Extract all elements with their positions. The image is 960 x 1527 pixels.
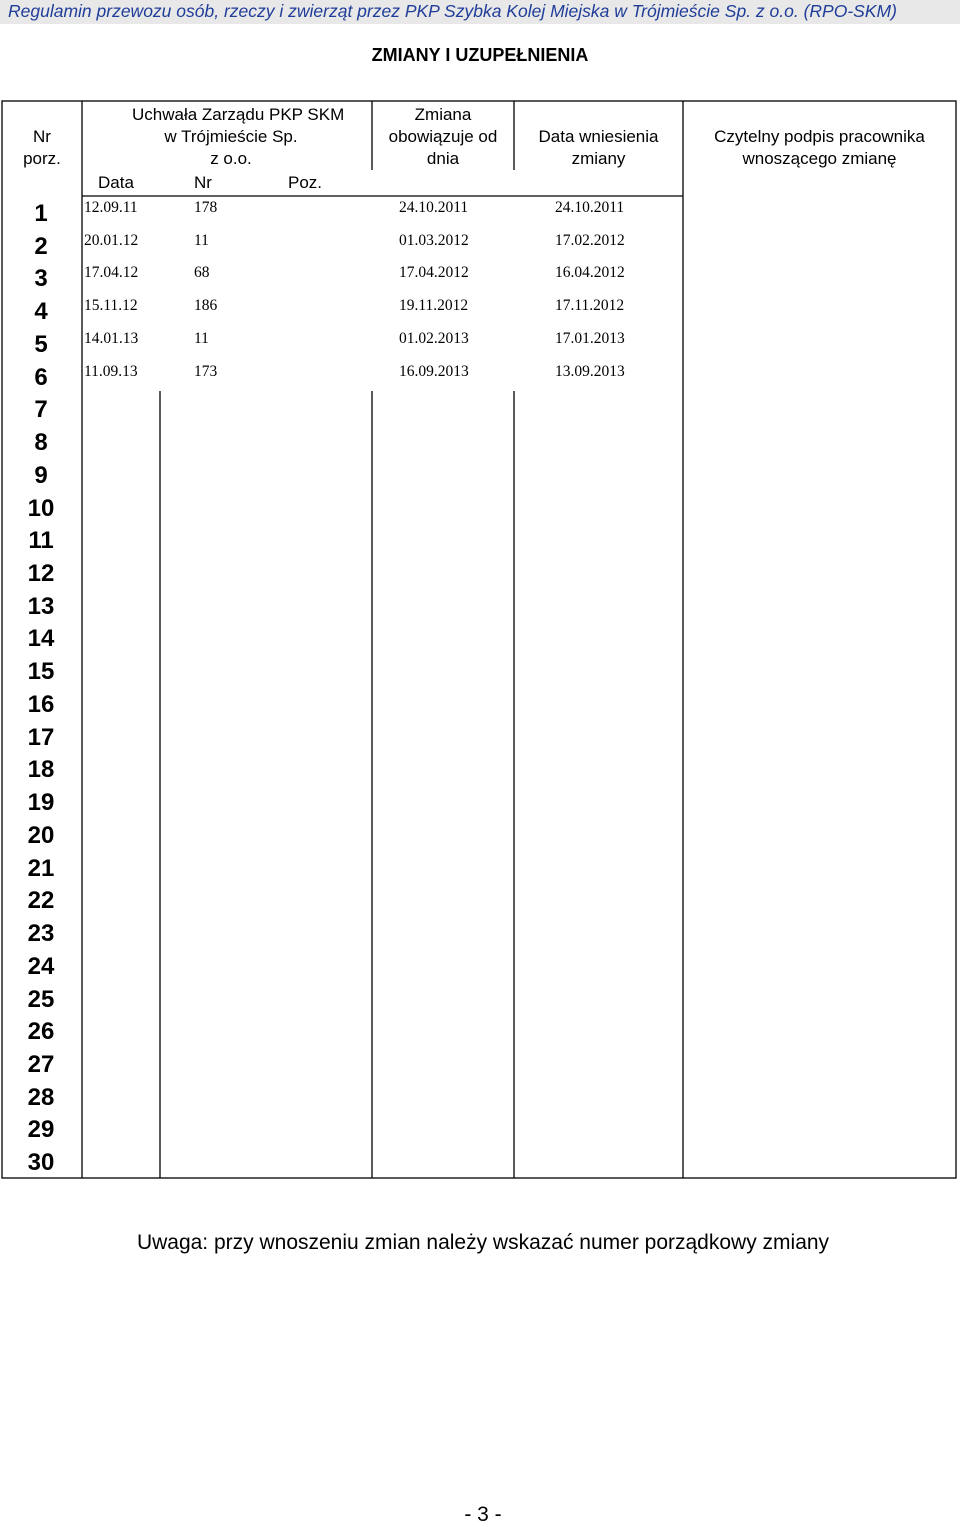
row-number: 4 bbox=[34, 298, 48, 326]
row-number: 14 bbox=[27, 625, 55, 653]
note-text: Uwaga: przy wnoszeniu zmian należy wskazać numer porządkowy zmiany bbox=[136, 1231, 830, 1254]
row-uchwala-date: 17.04.12 bbox=[84, 264, 139, 282]
row-number: 25 bbox=[27, 985, 55, 1013]
col-header-data-wniesienia-line-1: Data wniesienia bbox=[538, 127, 659, 146]
row-number: 1 bbox=[34, 200, 48, 227]
subheader-nr: Nr bbox=[194, 173, 212, 192]
row-number: 9 bbox=[34, 461, 48, 489]
col-header-nr-line-2: porz. bbox=[23, 149, 61, 168]
row-uchwala-nr: 11 bbox=[194, 231, 209, 249]
row-submission-date: 13.09.2013 bbox=[555, 362, 625, 380]
row-effective-date: 01.02.2013 bbox=[399, 329, 469, 347]
row-uchwala-nr: 11 bbox=[194, 329, 209, 347]
col-header-uchwala bbox=[132, 104, 345, 170]
row-number: 15 bbox=[27, 658, 55, 686]
subheader-data: Data bbox=[98, 173, 134, 192]
row-number: 7 bbox=[34, 396, 48, 424]
row-uchwala-date: 12.09.11 bbox=[84, 199, 138, 216]
row-uchwala-nr: 173 bbox=[194, 362, 218, 380]
row-number: 23 bbox=[27, 920, 55, 948]
row-number: 6 bbox=[34, 363, 48, 391]
row-effective-date: 16.09.2013 bbox=[399, 362, 469, 380]
row-uchwala-date: 15.11.12 bbox=[84, 297, 138, 315]
row-number: 12 bbox=[27, 560, 55, 588]
col-header-zmiana-line-2: obowiązuje od bbox=[388, 127, 498, 146]
subheader-poz: Poz. bbox=[288, 173, 323, 192]
row-number: 8 bbox=[34, 429, 48, 457]
row-uchwala-nr: 178 bbox=[194, 199, 218, 216]
row-number: 18 bbox=[27, 756, 55, 784]
page-title: ZMIANY I UZUPEŁNIENIA bbox=[371, 45, 589, 65]
row-submission-date: 16.04.2012 bbox=[555, 264, 625, 282]
row-number: 30 bbox=[27, 1149, 55, 1177]
row-submission-date: 17.01.2013 bbox=[555, 329, 625, 347]
col-header-podpis-line-2: wnoszącego zmianę bbox=[742, 149, 897, 168]
row-number: 28 bbox=[27, 1083, 55, 1111]
col-header-uchwala-line-3: z o.o. bbox=[210, 149, 252, 168]
row-number: 13 bbox=[27, 592, 55, 620]
col-header-data-wniesienia-line-2: zmiany bbox=[571, 149, 626, 168]
col-header-podpis bbox=[683, 126, 956, 170]
row-number: 5 bbox=[34, 330, 48, 358]
row-effective-date: 17.04.2012 bbox=[399, 264, 469, 282]
row-effective-date: 19.11.2012 bbox=[399, 297, 469, 315]
row-number: 24 bbox=[27, 952, 55, 980]
row-submission-date: 24.10.2011 bbox=[555, 199, 625, 216]
row-uchwala-date: 11.09.13 bbox=[84, 362, 138, 380]
row-number: 16 bbox=[27, 690, 55, 718]
row-number: 29 bbox=[27, 1116, 55, 1144]
row-uchwala-nr: 68 bbox=[194, 264, 210, 282]
row-number: 11 bbox=[28, 527, 54, 555]
row-number: 19 bbox=[27, 789, 55, 817]
row-effective-date: 01.03.2012 bbox=[399, 231, 469, 249]
col-header-podpis-line-1: Czytelny podpis pracownika bbox=[714, 127, 925, 146]
row-number: 27 bbox=[27, 1050, 55, 1078]
row-uchwala-date: 20.01.12 bbox=[84, 231, 139, 249]
row-number: 10 bbox=[27, 494, 55, 522]
col-header-uchwala-line-2: w Trójmieście Sp. bbox=[164, 127, 298, 146]
row-number: 17 bbox=[27, 723, 55, 751]
row-effective-date: 24.10.2011 bbox=[399, 199, 469, 216]
col-header-data-wniesienia bbox=[514, 126, 683, 170]
row-uchwala-date: 14.01.13 bbox=[84, 329, 139, 347]
row-uchwala-nr: 186 bbox=[194, 297, 218, 315]
running-header-text: Regulamin przewozu osób, rzeczy i zwierząt przez PKP Szybka Kolej Miejska w Trójmieście Sp. z o.o. (RPO-SKM) bbox=[8, 1, 897, 21]
row-number: 26 bbox=[27, 1018, 55, 1046]
row-submission-date: 17.11.2012 bbox=[555, 297, 625, 315]
row-number: 20 bbox=[27, 821, 55, 849]
col-header-zmiana bbox=[372, 104, 514, 170]
row-submission-date: 17.02.2012 bbox=[555, 231, 625, 249]
row-number: 21 bbox=[27, 854, 55, 882]
col-header-zmiana-line-1: Zmiana bbox=[414, 105, 472, 124]
row-number: 2 bbox=[34, 232, 48, 260]
row-number: 22 bbox=[27, 887, 55, 915]
col-header-nr bbox=[2, 126, 82, 170]
col-header-uchwala-line-1: Uchwała Zarządu PKP SKM bbox=[132, 105, 345, 124]
col-header-nr-line-1: Nr bbox=[33, 127, 51, 146]
col-header-zmiana-line-3: dnia bbox=[426, 149, 460, 168]
page-number: - 3 - bbox=[464, 1503, 502, 1526]
row-number: 3 bbox=[34, 265, 48, 293]
